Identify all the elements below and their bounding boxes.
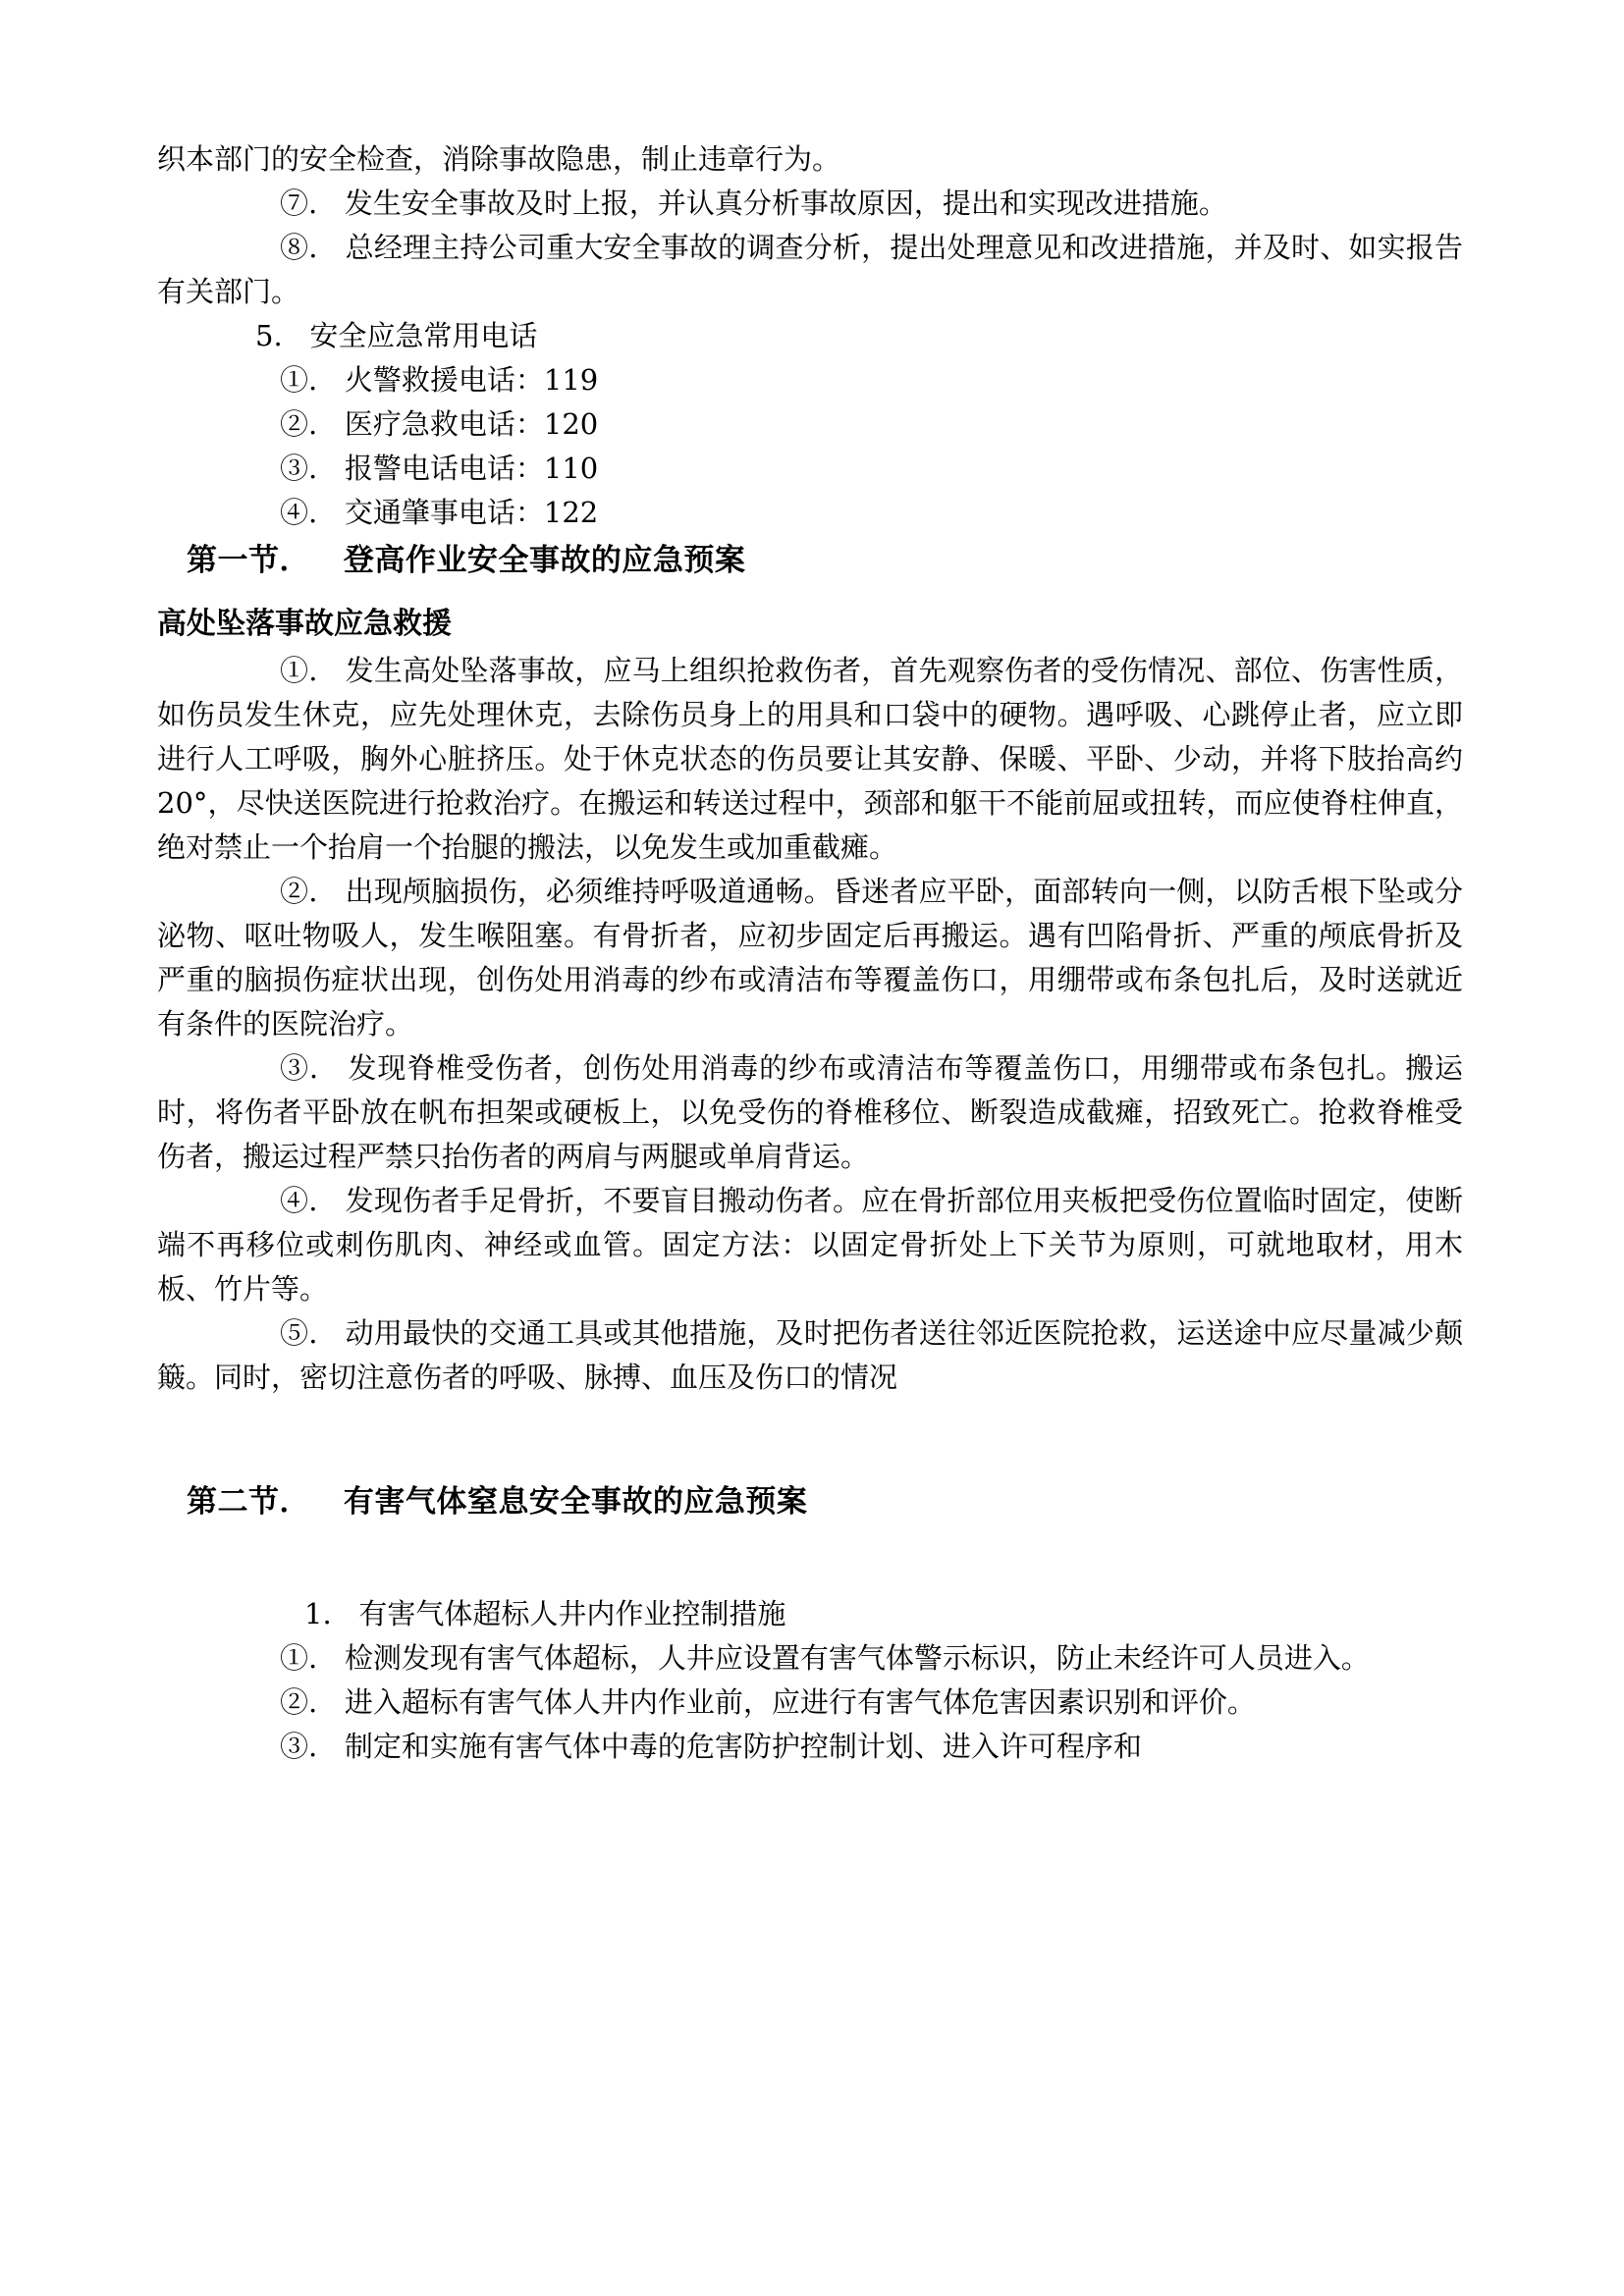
list-item-5: [157, 314, 1463, 358]
phone-marker-2: ②.: [280, 407, 318, 441]
phone-item-police: [157, 447, 1463, 491]
marker-gap: [317, 1685, 345, 1719]
section-number-2: 第二节．: [187, 1484, 310, 1520]
section-title-2: 有害气体窒息安全事故的应急预案: [343, 1484, 808, 1520]
section-title-1: 登高作业安全事故的应急预案: [343, 543, 746, 578]
s1-marker-5: ⑤.: [280, 1316, 318, 1350]
phone-item-fire: [157, 358, 1463, 402]
phone-label-1: 火警救援电话：: [344, 363, 544, 397]
phone-label-3: 报警电话电话：: [344, 452, 544, 485]
marker-gap: [317, 452, 345, 485]
phone-number-3: 110: [543, 452, 599, 485]
list-item-8: [157, 226, 1463, 314]
s1-list-item-5: [157, 1311, 1463, 1400]
s2-sub-text-1: 检测发现有害气体超标，人井应设置有害气体警示标识，防止未经许可人员进入。: [344, 1641, 1370, 1675]
marker-gap: [317, 1184, 345, 1217]
s2-text-1: 有害气体超标人井内作业控制措施: [358, 1597, 786, 1630]
marker-gap: [332, 1597, 359, 1630]
s2-list-item-3: [157, 1725, 1463, 1769]
s2-sub-marker-1: ①.: [280, 1641, 318, 1675]
continued-paragraph: 织本部门的安全检查，消除事故隐患，制止违章行为。: [157, 142, 841, 176]
s1-text-5: 动用最快的交通工具或其他措施，及时把伤者送往邻近医院抢救，运送途中应尽量减少颠簸。同时，密切注意伤者的呼吸、脉搏、血压及伤口的情况: [157, 1316, 1463, 1394]
marker-gap: [317, 1641, 345, 1675]
marker-gap: [317, 363, 345, 397]
s1-text-3: 发现脊椎受伤者，创伤处用消毒的纱布或清洁布等覆盖伤口，用绷带或布条包扎。搬运时，将伤者平卧放在帆布担架或硬板上，以免受伤的脊椎移位、断裂造成截瘫，招致死亡。抢救脊椎受伤者，搬运过程严禁只抬伤者的两肩与两腿或单肩背运。: [157, 1051, 1463, 1173]
s2-sub-text-3: 制定和实施有害气体中毒的危害防护控制计划、进入许可程序和: [344, 1730, 1142, 1763]
s1-marker-2: ②.: [280, 875, 318, 908]
phone-marker-1: ①.: [280, 363, 318, 397]
s1-marker-3: ③.: [280, 1051, 319, 1085]
s2-sub-marker-3: ③.: [280, 1730, 318, 1763]
s1-list-item-4: [157, 1179, 1463, 1311]
list-marker-8: ⑧.: [280, 231, 318, 264]
s1-text-1: 发生高处坠落事故，应马上组织抢救伤者，首先观察伤者的受伤情况、部位、伤害性质，如伤员发生休克，应先处理休克，去除伤员身上的用具和口袋中的硬物。遇呼吸、心跳停止者，应立即进行人工呼吸，胸外心脏挤压。处于休克状态的伤员要让其安静、保暖、平卧、少动，并将下肢抬高约 20°，尽快送医院进行抢救治疗。在搬运和转送过程中，颈部和躯干不能前屈或扭转，而应使脊柱伸直，绝对禁止一个抬肩一个抬腿的搬法，以免发生或加重截瘫。: [157, 654, 1463, 864]
marker-gap: [317, 1316, 345, 1350]
s2-sub-marker-2: ②.: [280, 1685, 318, 1719]
marker-gap: [317, 875, 345, 908]
spacer: [157, 1527, 1463, 1592]
list-marker-7: ⑦.: [280, 187, 318, 220]
marker-gap: [317, 496, 345, 529]
phone-marker-4: ④.: [280, 496, 318, 529]
s2-marker-1: 1.: [304, 1597, 332, 1630]
list-text-7: 发生安全事故及时上报，并认真分析事故原因，提出和实现改进措施。: [344, 187, 1227, 220]
spacer: [157, 1400, 1463, 1476]
phone-number-2: 120: [543, 407, 599, 441]
section-heading-2: [157, 1476, 1463, 1527]
heading-gap: [310, 543, 344, 578]
section-number-1: 第一节．: [187, 543, 310, 578]
marker-gap: [317, 1730, 345, 1763]
s2-sub-text-2: 进入超标有害气体人井内作业前，应进行有害气体危害因素识别和评价。: [344, 1685, 1256, 1719]
list-marker-5: 5.: [255, 319, 283, 352]
marker-gap: [283, 319, 310, 352]
marker-gap: [317, 407, 345, 441]
document-body: [157, 137, 1463, 1769]
s2-list-item-2: [157, 1681, 1463, 1725]
phone-label-2: 医疗急救电话：: [344, 407, 544, 441]
s1-text-4: 发现伤者手足骨折，不要盲目搬动伤者。应在骨折部位用夹板把受伤位置临时固定，使断端不再移位或刺伤肌肉、神经或血管。固定方法：以固定骨折处上下关节为原则，可就地取材，用木板、竹片等。: [157, 1184, 1463, 1306]
s1-text-2: 出现颅脑损伤，必须维持呼吸道通畅。昏迷者应平卧，面部转向一侧，以防舌根下坠或分泌物、呕吐物吸人，发生喉阻塞。有骨折者，应初步固定后再搬运。遇有凹陷骨折、严重的颅底骨折及严重的脑损伤症状出现，创伤处用消毒的纱布或清洁布等覆盖伤口，用绷带或布条包扎后，及时送就近有条件的医院治疗。: [157, 875, 1463, 1041]
marker-gap: [317, 231, 345, 264]
s1-list-item-2: [157, 870, 1463, 1046]
s1-list-item-1: [157, 649, 1463, 870]
marker-gap: [317, 187, 345, 220]
s1-marker-1: ①.: [280, 654, 318, 687]
section-heading-1: [157, 535, 1463, 586]
phone-item-medical: [157, 402, 1463, 447]
heading-gap: [310, 1484, 344, 1520]
list-text-5: 安全应急常用电话: [309, 319, 538, 352]
spacer: [157, 586, 1463, 600]
phone-item-traffic: [157, 491, 1463, 535]
list-item-7: [157, 182, 1463, 226]
sub-heading-fall-rescue: 高处坠落事故应急救援: [157, 607, 452, 641]
phone-number-4: 122: [543, 496, 599, 529]
phone-number-1: 119: [543, 363, 599, 397]
s2-list-item-1: [157, 1636, 1463, 1681]
s1-list-item-3: [157, 1046, 1463, 1179]
marker-gap: [317, 654, 345, 687]
s1-marker-4: ④.: [280, 1184, 318, 1217]
s2-list-item-main: [157, 1592, 1463, 1636]
phone-marker-3: ③.: [280, 452, 318, 485]
phone-label-4: 交通肇事电话：: [344, 496, 544, 529]
marker-gap: [318, 1051, 348, 1085]
list-text-8: 总经理主持公司重大安全事故的调查分析，提出处理意见和改进措施，并及时、如实报告有关部门。: [157, 231, 1463, 308]
